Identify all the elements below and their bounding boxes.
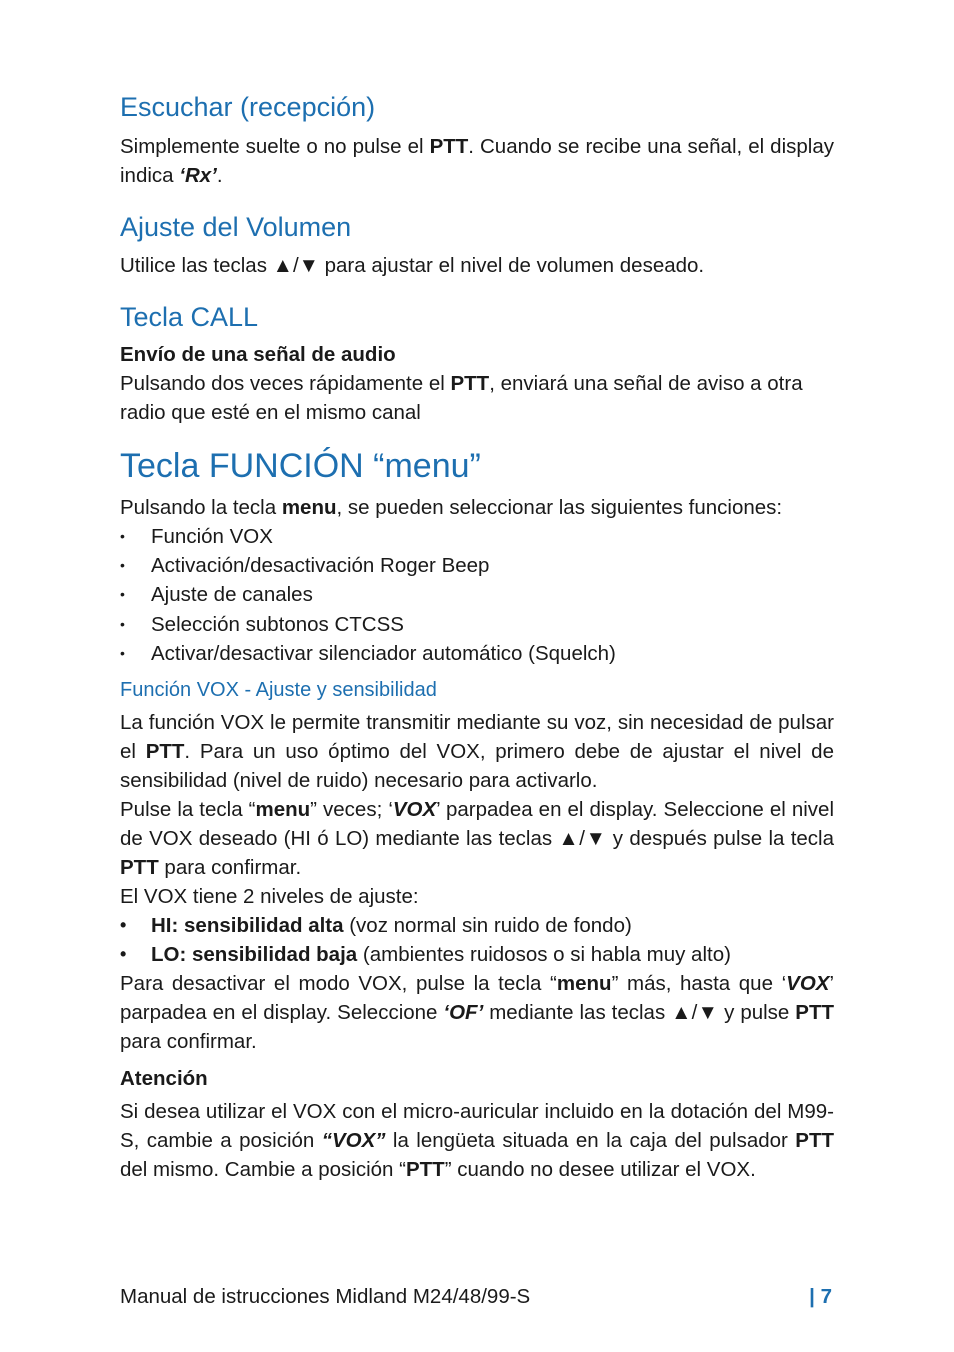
page-number: | 7 (809, 1285, 832, 1308)
vox-paragraph-3: El VOX tiene 2 niveles de ajuste: (120, 885, 419, 909)
vox-levels-list (120, 911, 834, 969)
vox-paragraph-2: Pulse la tecla “menu” veces; ‘VOX’ parpadea en el display. Seleccione el nivel de VOX deseado (HI ó LO) mediante las teclas ▲/▼ y después pulse la tecla PTT para confirmar. (120, 798, 834, 880)
heading-volumen: Ajuste del Volumen (120, 212, 352, 242)
page-footer (120, 1282, 832, 1312)
heading-funcion: Tecla FUNCIÓN “menu” (120, 447, 481, 485)
list-item: • Activar/desactivar silenciador automático (Squelch) (120, 639, 834, 668)
list-item: • HI: sensibilidad alta (voz normal sin ruido de fondo) (120, 911, 834, 940)
call-subtitle: Envío de una señal de audio (120, 343, 396, 366)
page-content (120, 88, 834, 1184)
heading-escuchar: Escuchar (recepción) (120, 92, 376, 122)
list-item: • Selección subtonos CTCSS (120, 610, 834, 639)
atencion-title: Atención (120, 1067, 208, 1091)
volumen-text: Utilice las teclas ▲/▼ para ajustar el nivel de volumen deseado. (120, 254, 705, 277)
funcion-list (120, 522, 834, 668)
list-item: • LO: sensibilidad baja (ambientes ruidosos o si habla muy alto) (120, 940, 834, 969)
list-item: • Ajuste de canales (120, 580, 834, 609)
vox-paragraph-1: La función VOX le permite transmitir mediante su voz, sin necesidad de pulsar el PTT. Para un uso óptimo del VOX, primero debe de ajustar el nivel de sensibilidad (nivel de ruido) necesario para activarlo. (120, 711, 834, 793)
escuchar-text: Simplemente suelte o no pulse el PTT. Cuando se recibe una señal, el display indica ‘Rx’. (120, 135, 834, 187)
call-text: Pulsando dos veces rápidamente el PTT, enviará una señal de aviso a otra radio que esté en el mismo canal (120, 372, 803, 424)
atencion-text: Si desea utilizar el VOX con el micro-auricular incluido en la dotación del M99-S, cambie a posición “VOX” la lengüeta situada en la caja del pulsador PTT del mismo. Cambie a posición “PTT” cuando no desee utilizar el VOX. (120, 1100, 834, 1182)
funcion-intro: Pulsando la tecla menu, se pueden seleccionar las siguientes funciones: (120, 496, 783, 519)
footer-manual-title: Manual de istrucciones Midland M24/48/99-S (120, 1285, 531, 1308)
vox-paragraph-4: Para desactivar el modo VOX, pulse la tecla “menu” más, hasta que ‘VOX’ parpadea en el display. Seleccione ‘OF’ mediante las teclas ▲/▼ y pulse PTT para confirmar. (120, 972, 834, 1054)
heading-vox: Función VOX - Ajuste y sensibilidad (120, 679, 437, 702)
heading-call: Tecla CALL (120, 302, 259, 332)
list-item: • Función VOX (120, 522, 834, 551)
list-item: • Activación/desactivación Roger Beep (120, 551, 834, 580)
